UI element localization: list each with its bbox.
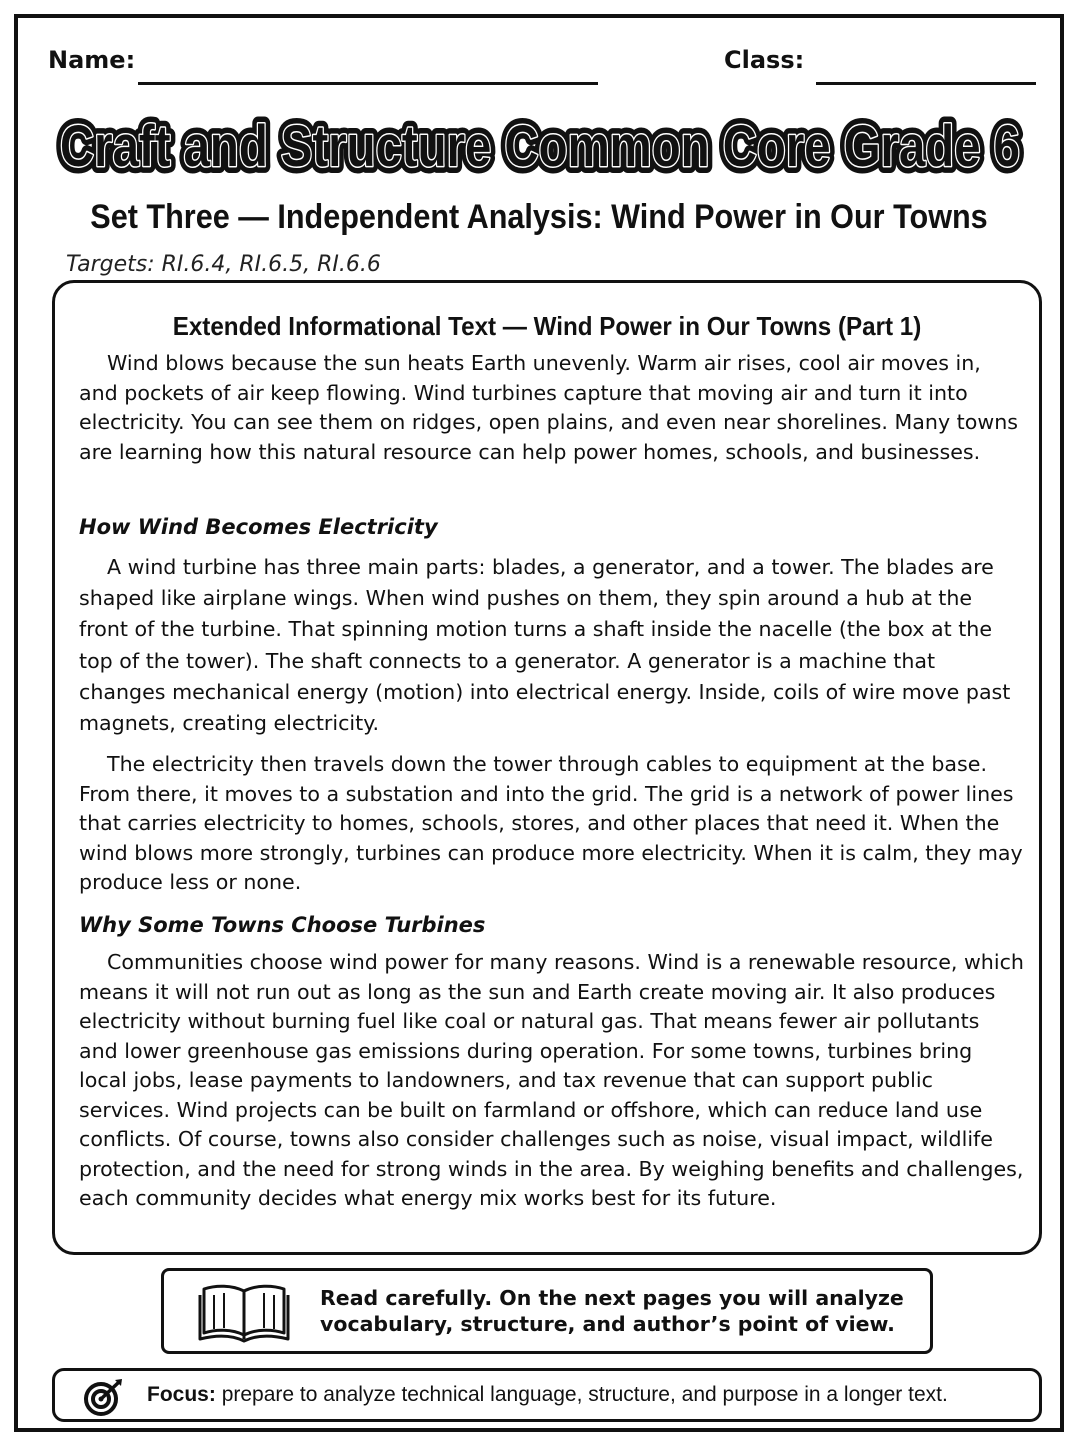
section2-paragraph1: Communities choose wind power for many reasons. Wind is a renewable resource, which means it will not run out as long as the sun and Earth create moving air. It also produces electricity without burning fuel like coal or natural gas. That means fewer air pollutants and lower greenhouse gas emissions during operation. For some towns, turbines bring local jobs, lease payments to landowners, and tax revenue that can support public services. Wind projects can be built on farmland or offshore, which can reduce land use conflicts. Of course, towns also consider challenges such as noise, visual impact, wildlife protection, and the need for strong winds in the area. By weighing benefits and challenges, each community decides what energy mix works best for its future. [79,950,1024,1210]
focus-bar [52,1368,1042,1422]
focus-label: Focus: [147,1383,216,1406]
section-heading-how-wind: How Wind Becomes Electricity [79,515,438,539]
section1-paragraph2: The electricity then travels down the tower through cables to equipment at the base. From there, it moves to a substation and into the grid. The grid is a network of power lines that carries electricity to homes, schools, stores, and other places that need it. When the wind blows more strongly, turbines can produce more electricity. When it is calm, they may produce less or none. [79,752,1023,894]
page-title [50,100,1030,184]
focus-text [147,1383,948,1407]
open-book-icon [198,1281,290,1347]
standards-targets: Targets: RI.6.4, RI.6.5, RI.6.6 [66,252,381,277]
page-title-fill: Craft and Structure Common Core Grade 6 [60,114,1020,179]
focus-description: prepare to analyze technical language, structure, and purpose in a longer text. [221,1383,948,1406]
worksheet-page [14,14,1064,1432]
intro-paragraph: Wind blows because the sun heats Earth unevenly. Warm air rises, cool air moves in, and pockets of air keep flowing. Wind turbines capture that moving air and turn it into electricity. You can see them on ridges, open plains, and even near shorelines. Many towns are learning how this natural resource can help power homes, schools, and businesses. [79,351,1018,464]
passage-title: Extended Informational Text — Wind Power in Our Towns (Part 1) [172,311,922,341]
section1-paragraph1: A wind turbine has three main parts: blades, a generator, and a tower. The blades are shaped like airplane wings. When wind pushes on them, they spin around a hub at the front of the turbine. That spinning motion turns a shaft inside the nacelle (the box at the top of the tower). The shaft connects to a generator. A generator is a machine that changes mechanical energy (motion) into electrical energy. Inside, coils of wire move past magnets, creating electricity. [79,555,1011,736]
target-icon [81,1377,125,1421]
name-field[interactable] [138,82,598,85]
class-label: Class: [724,46,805,74]
class-field[interactable] [816,82,1036,85]
page-title-text: Craft and Structure Common Core Grade 6 [60,114,1020,179]
section-heading-why-towns: Why Some Towns Choose Turbines [79,913,486,937]
reading-passage [52,280,1042,1255]
student-info-row [48,46,1030,86]
reading-note [161,1268,933,1354]
set-subtitle: Set Three — Independent Analysis: Wind Power in Our Towns [90,198,988,236]
name-label: Name: [48,46,136,74]
note-text: Read carefully. On the next pages you will analyze vocabulary, structure, and author’s point of view. [320,1286,904,1336]
